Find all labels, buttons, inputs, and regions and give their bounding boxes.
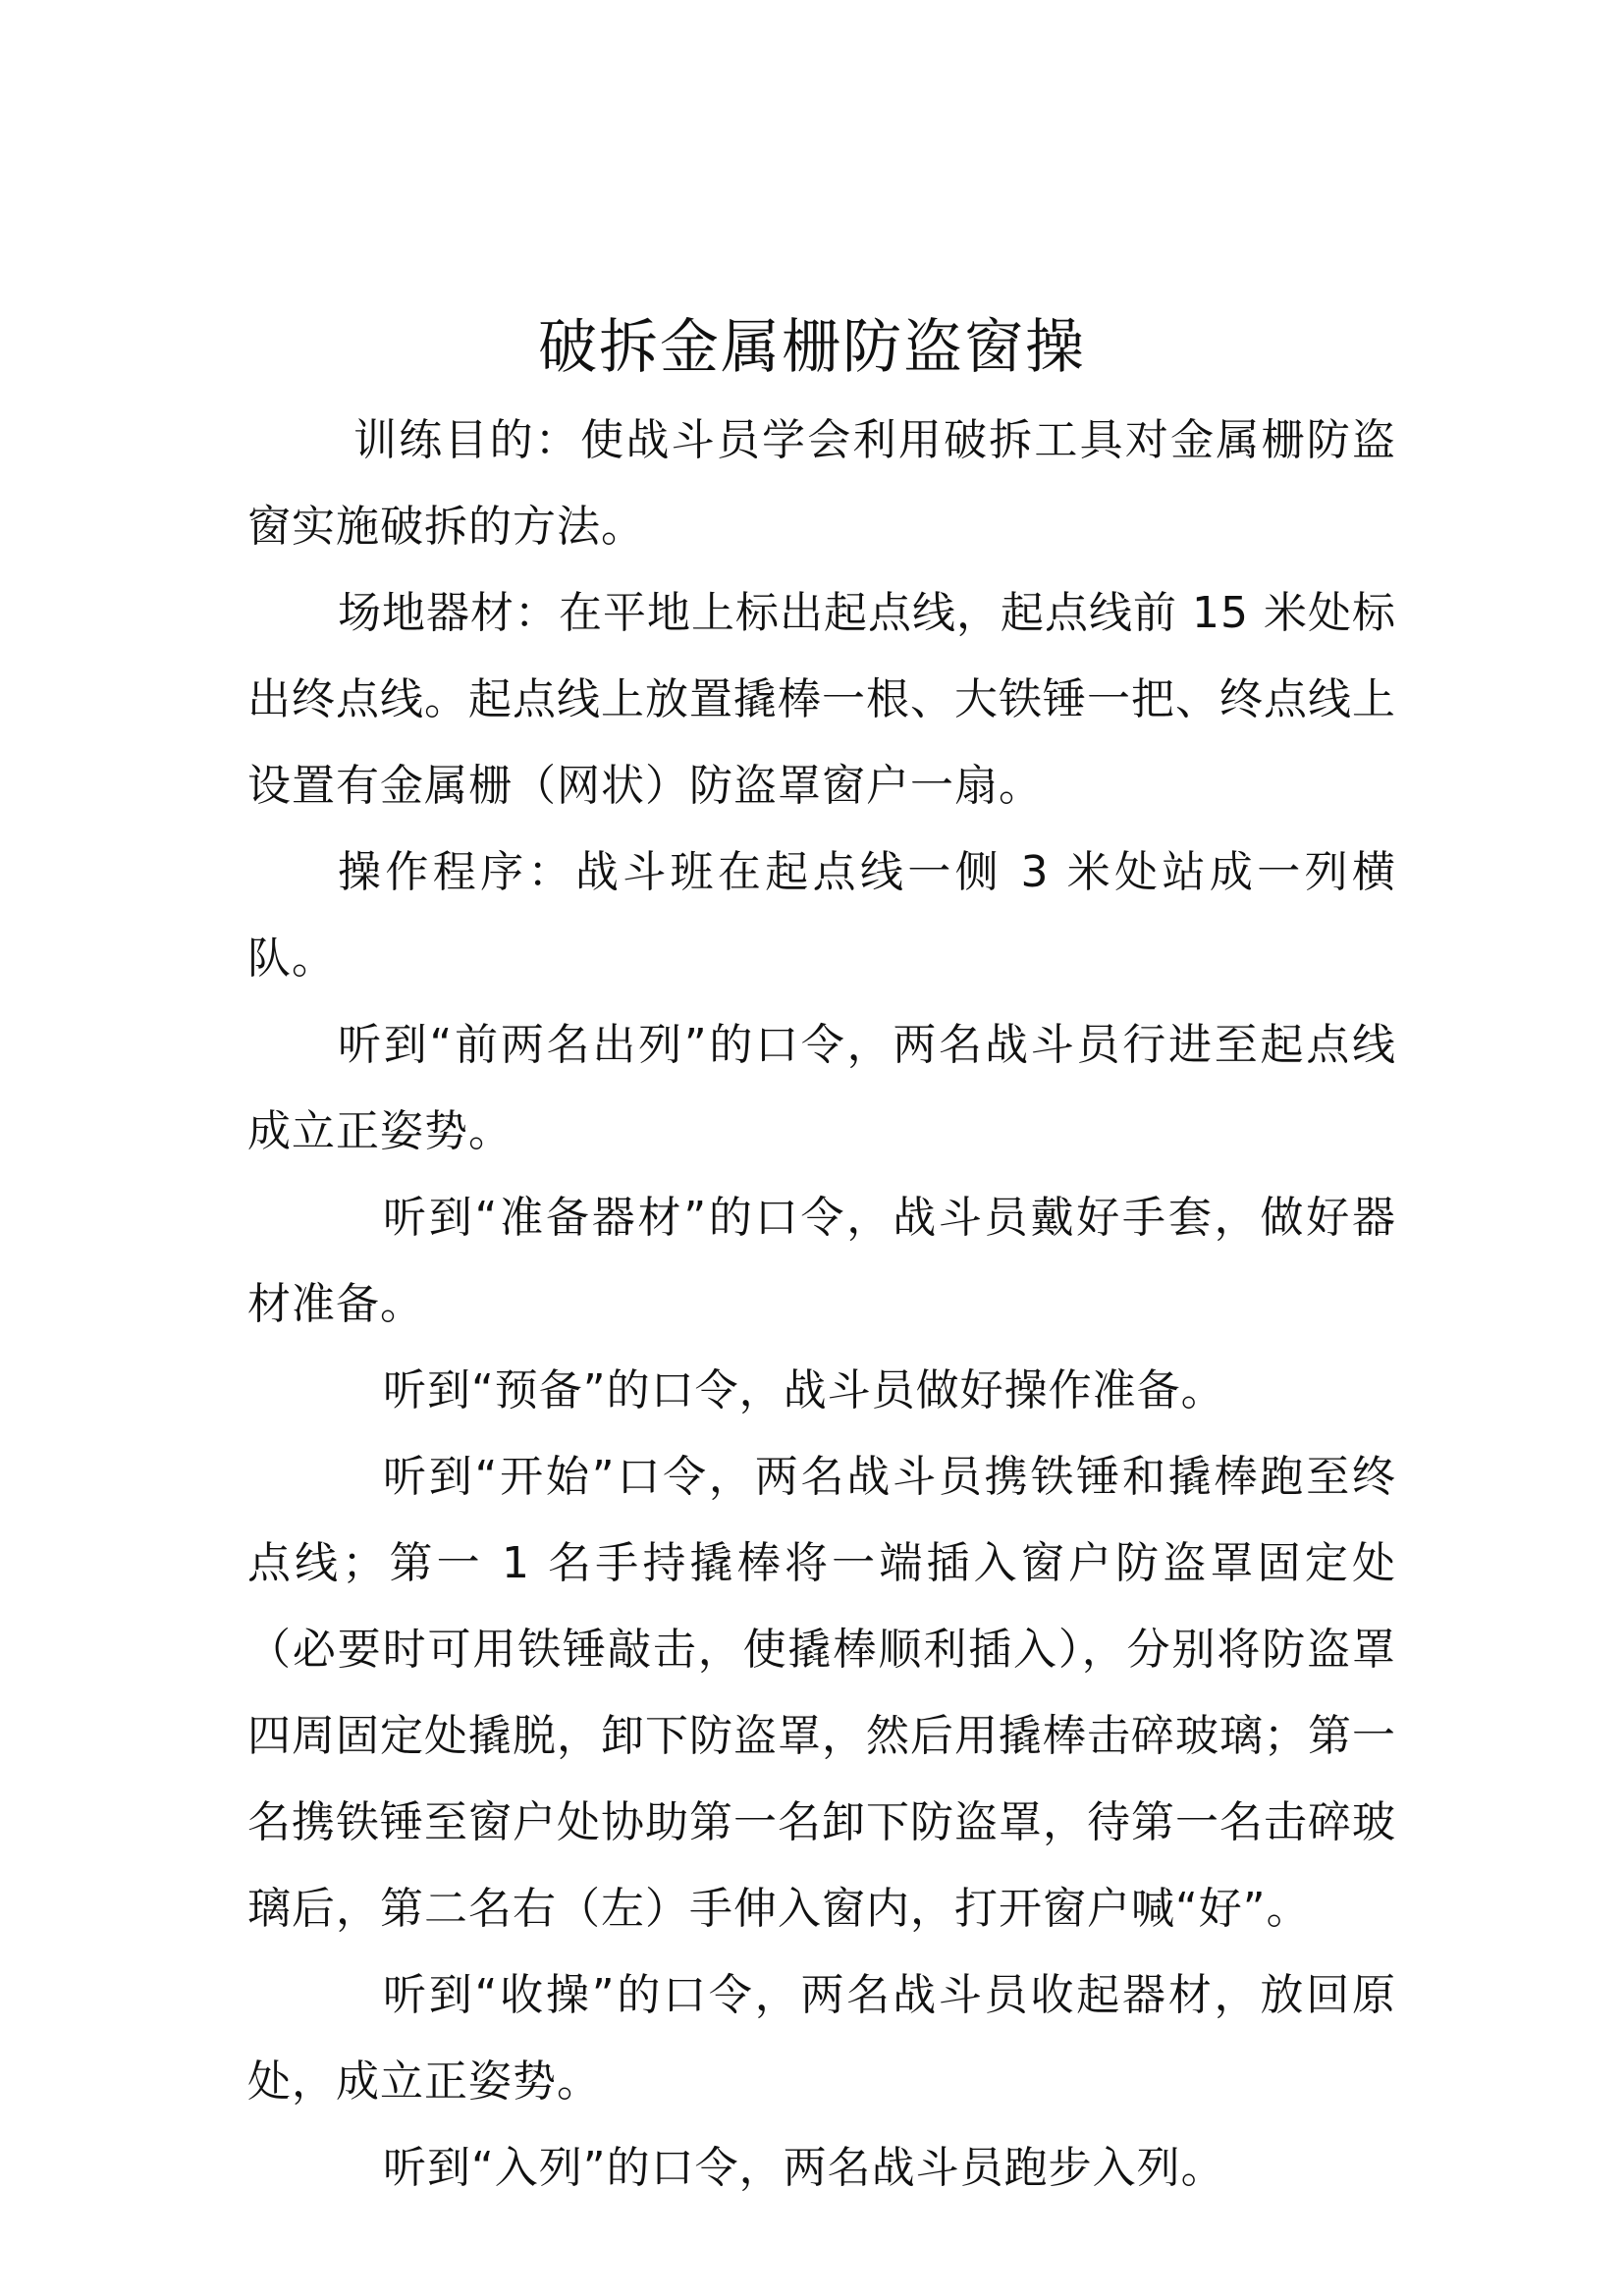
paragraph-step-prepare-equipment: 听到“准备器材”的口令，战斗员戴好手套，做好器材准备。 bbox=[247, 1193, 1396, 1329]
paragraph-step-ready: 听到“预备”的口令，战斗员做好操作准备。 bbox=[383, 1365, 1225, 1415]
paragraph-procedure: 操作程序：战斗班在起点线一侧 3 米处站成一列横队。 bbox=[247, 847, 1396, 984]
paragraph-step-finish: 听到“收操”的口令，两名战斗员收起器材，放回原处，成立正姿势。 bbox=[247, 1970, 1396, 2107]
paragraph-step-fall-in: 听到“入列”的口令，两名战斗员跑步入列。 bbox=[383, 2143, 1225, 2193]
paragraph-step-fall-out: 听到“前两名出列”的口令，两名战斗员行进至起点线成立正姿势。 bbox=[247, 1020, 1396, 1156]
paragraph-training-purpose: 训练目的：使战斗员学会利用破拆工具对金属栅防盗窗实施破拆的方法。 bbox=[247, 415, 1396, 552]
paragraph-site-equipment: 场地器材：在平地上标出起点线，起点线前 15 米处标出终点线。起点线上放置撬棒一根、大铁锤一把、终点线上设置有金属栅（网状）防盗罩窗户一扇。 bbox=[247, 588, 1396, 811]
paragraph-step-start: 听到“开始”口令，两名战斗员携铁锤和撬棒跑至终点线；第一 1 名手持撬棒将一端插入窗户防盗罩固定处（必要时可用铁锤敲击，使撬棒顺利插入），分别将防盗罩四周固定处撬脱，卸下防盗罩，然后用撬棒击碎玻璃；第一名携铁锤至窗户处协助第一名卸下防盗罩，待第一名击碎玻璃后，第二名右（左）手伸入窗内，打开窗户喊“好”。 bbox=[247, 1452, 1396, 1934]
document-title: 破拆金属栅防盗窗操 bbox=[538, 313, 1086, 382]
document-body bbox=[247, 398, 1396, 2212]
